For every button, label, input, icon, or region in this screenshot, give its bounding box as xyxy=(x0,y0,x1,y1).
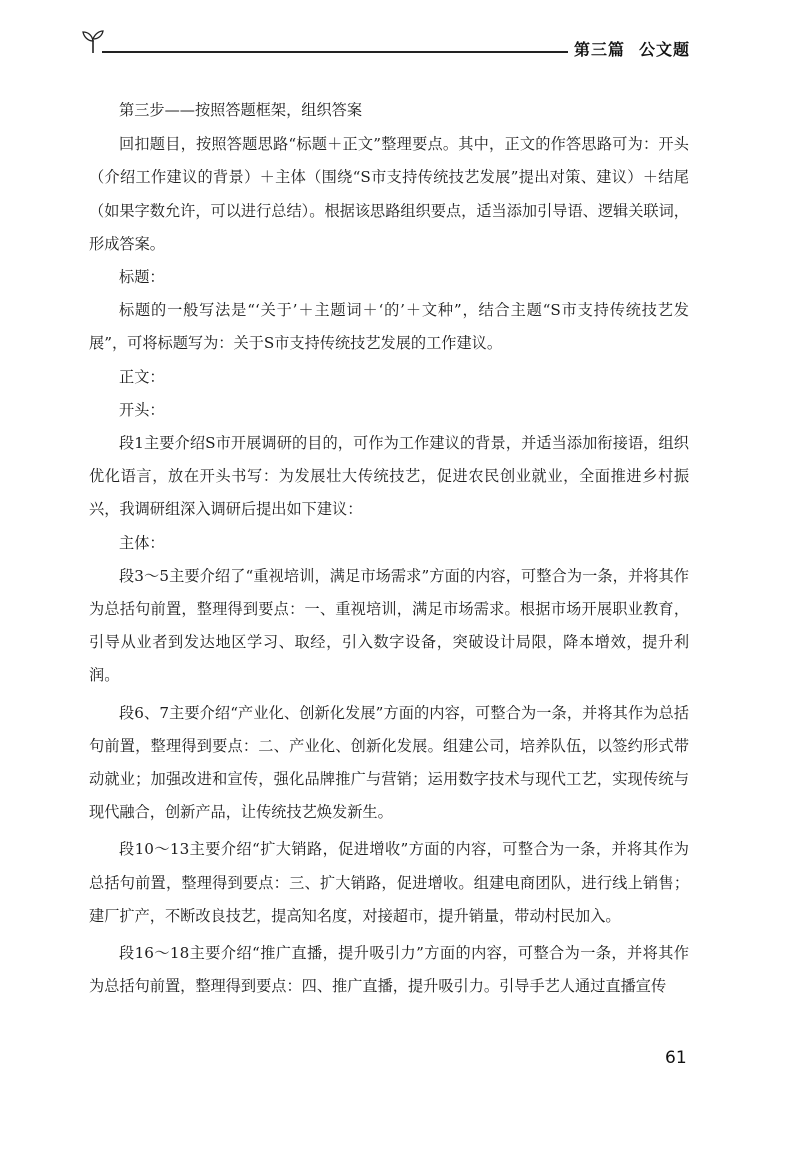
paragraph: 段16～18主要介绍“推广直播，提升吸引力”方面的内容，可整合为一条，并将其作为总括句前置，整理得到要点：四、推广直播，提升吸引力。引导手艺人通过直播宣传 xyxy=(89,944,689,996)
paragraph: 段3～5主要介绍了“重视培训，满足市场需求”方面的内容，可整合为一条，并将其作为总括句前置，整理得到要点：一、重视培训，满足市场需求。根据市场开展职业教育，引导从业者到发达地区学习、取经，引入数字设备，突破设计局限，降本增效，提升利润。 xyxy=(89,566,689,685)
body-text xyxy=(89,94,689,1003)
paragraph: 标题的一般写法是“‘关于’＋主题词＋‘的’＋文种”，结合主题“S市支持传统技艺发展”，可将标题写为：关于S市支持传统技艺发展的工作建议。 xyxy=(89,301,689,353)
sprout-icon xyxy=(82,28,104,54)
label-opening: 开头： xyxy=(119,400,165,419)
paragraph: 段6、7主要介绍“产业化、创新化发展”方面的内容，可整合为一条，并将其作为总括句前置，整理得到要点：二、产业化、创新化发展。组建公司，培养队伍，以签约形式带动就业；加强改进和宣传，强化品牌推广与营销；运用数字技术与现代工艺，实现传统与现代融合，创新产品，让传统技艺焕发新生。 xyxy=(89,703,689,822)
header-rule xyxy=(102,51,582,53)
section-label: 公文题 xyxy=(639,40,691,59)
label-body: 正文： xyxy=(119,367,165,386)
running-header xyxy=(82,28,702,58)
label-title: 标题： xyxy=(119,268,165,287)
paragraph: 段1主要介绍S市开展调研的目的，可作为工作建议的背景，并适当添加衔接语，组织优化语言，放在开头书写：为发展壮大传统技艺，促进农民创业就业，全面推进乡村振兴，我调研组深入调研后提出如下建议： xyxy=(89,434,689,519)
page-number: 61 xyxy=(665,1048,687,1068)
header-title xyxy=(568,37,690,60)
paragraph: 回扣题目，按照答题思路“标题＋正文”整理要点。其中，正文的作答思路可为：开头（介绍工作建议的背景）＋主体（围绕“S市支持传统技艺发展”提出对策、建议）＋结尾（如果字数允许，可以进行总结）。根据该思路组织要点，适当添加引导语、逻辑关联词，形成答案。 xyxy=(89,135,689,253)
part-label: 第三篇 xyxy=(574,40,626,59)
label-main: 主体： xyxy=(119,533,165,552)
step-heading: 第三步——按照答题框架，组织答案 xyxy=(119,101,362,119)
paragraph: 段10～13主要介绍“扩大销路，促进增收”方面的内容，可整合为一条，并将其作为总括句前置，整理得到要点：三、扩大销路，促进增收。组建电商团队，进行线上销售；建厂扩产，不断改良技艺，提高知名度，对接超市，提升销量，带动村民加入。 xyxy=(89,840,689,925)
